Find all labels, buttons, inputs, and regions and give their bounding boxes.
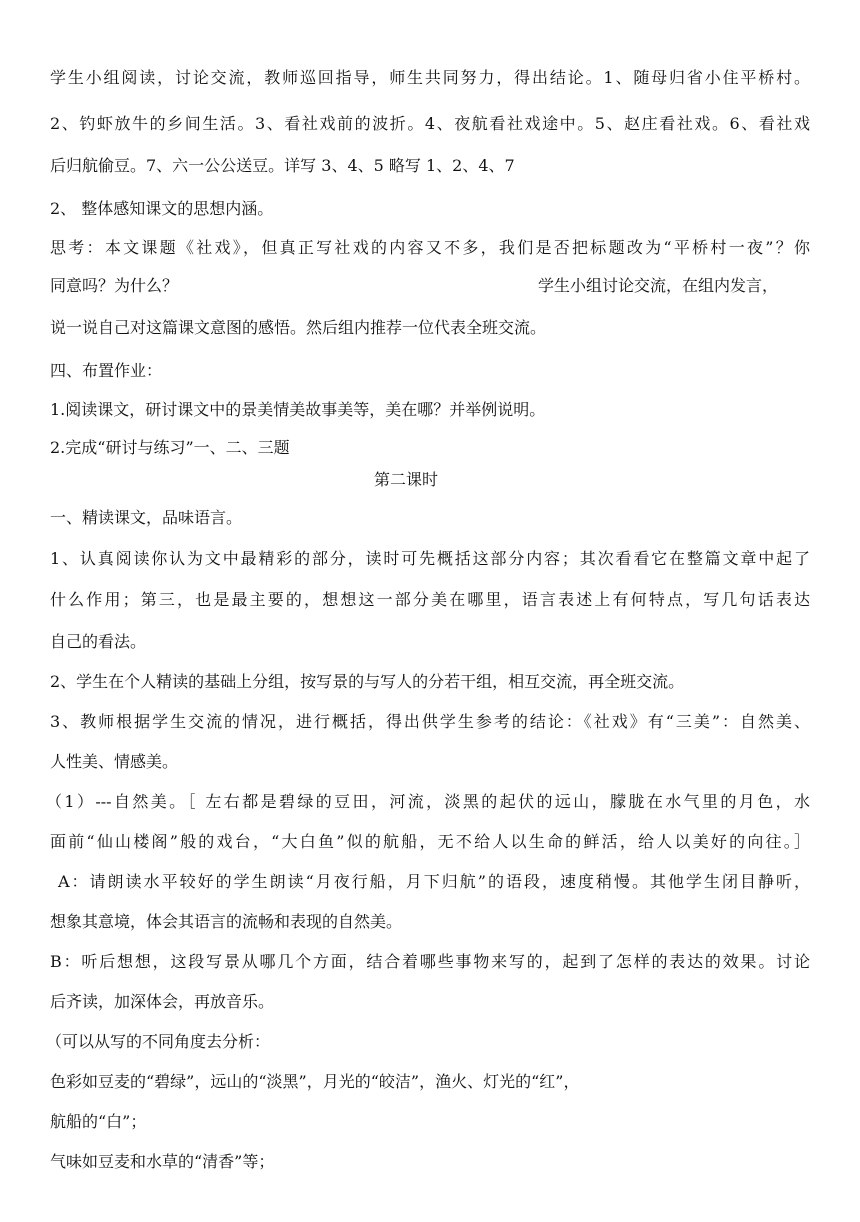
text-line: 面前“仙山楼阁”般的戏台，“大白鱼”似的航船，无不给人以生命的鲜活，给人以美好的向往。］ — [50, 832, 810, 851]
lesson-heading: 第二课时 — [374, 470, 439, 489]
section-heading: 四、布置作业： — [50, 361, 163, 380]
text-line: 气味如豆麦和水草的“清香”等； — [50, 1152, 275, 1171]
text-line: 自己的看法。 — [50, 632, 147, 651]
text-line: 3、教师根据学生交流的情况，进行概括，得出供学生参考的结论：《社戏》有“三美”：自然美、 — [50, 712, 810, 731]
text-line: 人性美、情感美。 — [50, 752, 179, 771]
text-line: 后齐读，加深体会，再放音乐。 — [50, 992, 275, 1011]
text-line: 2、 整体感知课文的思想内涵。 — [50, 199, 274, 218]
section-heading: 一、精读课文，品味语言。 — [50, 508, 243, 527]
text-line: 说一说自己对这篇课文意图的感悟。然后组内推荐一位代表全班交流。 — [50, 318, 547, 337]
text-line: 2、钓虾放牛的乡间生活。3、看社戏前的波折。4、夜航看社戏途中。5、赵庄看社戏。6、看社戏 — [50, 114, 810, 133]
text-line: 2、学生在个人精读的基础上分组，按写景的与写人的分若干组，相互交流，再全班交流。 — [50, 672, 685, 691]
text-line: 什么作用；第三，也是最主要的，想想这一部分美在哪里，语言表述上有何特点，写几句话表达 — [50, 590, 810, 609]
text-line: B：听后想想，这段写景从哪几个方面，结合着哪些事物来写的，起到了怎样的表达的效果。讨论 — [50, 952, 810, 971]
text-line: 1.阅读课文，研讨课文中的景美情美故事美等，美在哪？并举例说明。 — [50, 400, 546, 419]
text-line: 学生小组讨论交流，在组内发言， — [538, 276, 779, 295]
text-line: 1、认真阅读你认为文中最精彩的部分，读时可先概括这部分内容；其次看看它在整篇文章中起了 — [50, 549, 810, 568]
text-line: 思考：本文课题《社戏》，但真正写社戏的内容又不多，我们是否把标题改为“平桥村一夜”？你 — [50, 238, 810, 257]
text-line: 2.完成“研讨与练习”一、二、三题 — [50, 438, 290, 457]
text-line: 同意吗？为什么？ — [50, 276, 179, 295]
text-line: （1）---自然美。［ 左右都是碧绿的豆田，河流，淡黑的起伏的远山，朦胧在水气里的月色，水 — [46, 792, 810, 811]
text-line: 想象其意境，体会其语言的流畅和表现的自然美。 — [50, 912, 403, 931]
text-line: 后归航偷豆。7、六一公公送豆。详写 3、4、5 略写 1、2、4、7 — [50, 156, 515, 175]
text-line: 色彩如豆麦的“碧绿”，远山的“淡黑”，月光的“皎洁”，渔火、灯光的“红”， — [50, 1072, 580, 1091]
text-line: （可以从写的不同角度去分析： — [46, 1032, 271, 1051]
text-line: A：请朗读水平较好的学生朗读“月夜行船，月下归航”的语段，速度稍慢。其他学生闭目静听， — [58, 872, 810, 891]
text-line: 学生小组阅读，讨论交流，教师巡回指导，师生共同努力，得出结论。1、随母归省小住平桥村。 — [50, 68, 810, 87]
text-line: 航船的“白”； — [50, 1112, 147, 1131]
